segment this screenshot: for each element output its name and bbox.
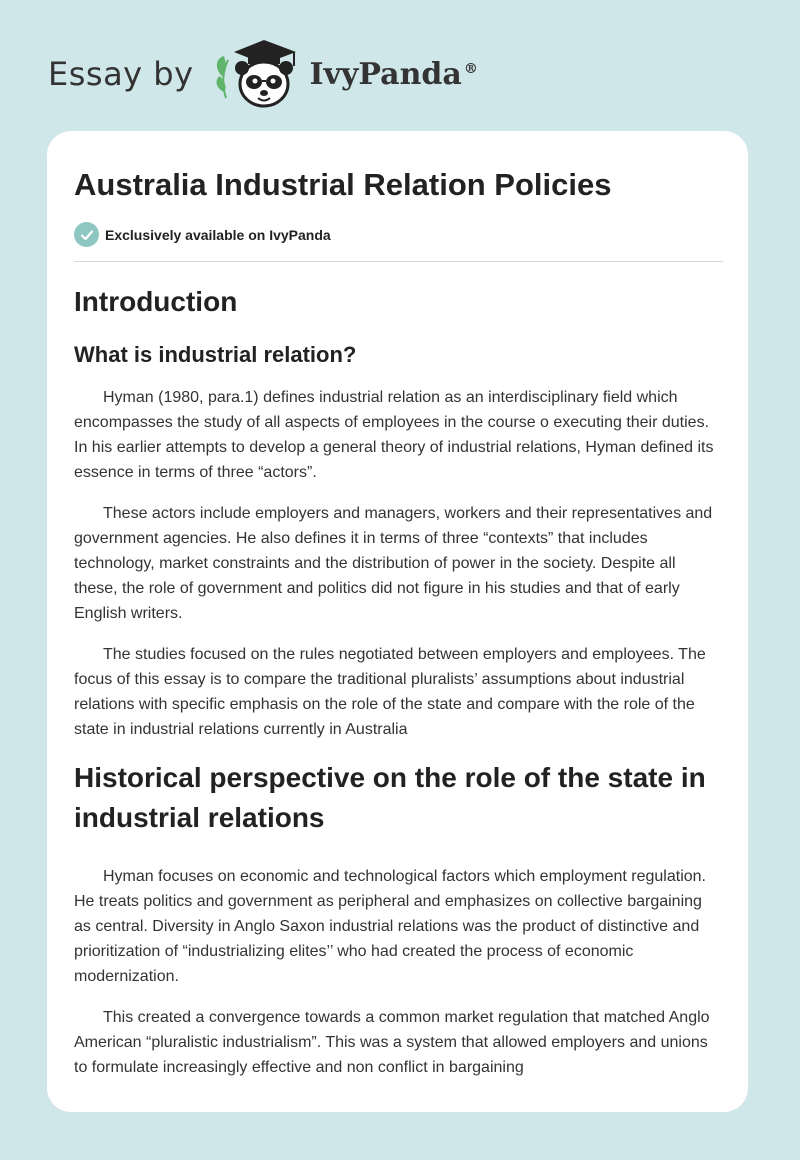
paragraph: These actors include employers and managers, workers and their representatives and government agencies. He also defines it in terms of three “contexts” that includes technology, market constraints and the distribution of power in the society. Despite all these, the role of government and politics did not figure in his studies and that of early English writers. bbox=[74, 505, 713, 622]
article-card bbox=[47, 131, 748, 1112]
essay-by-label: Essay by bbox=[48, 55, 194, 93]
paragraph: This created a convergence towards a common market regulation that matched Anglo American “pluralistic industrialism”. This was a system that allowed employers and unions to formulate increasingly effective and non conflict in bargaining bbox=[74, 1009, 710, 1076]
checkmark-icon bbox=[74, 222, 99, 247]
panda-graduation-cap-icon bbox=[212, 36, 304, 112]
article-body bbox=[74, 281, 723, 1080]
section-heading-historical-perspective: Historical perspective on the role of the state in industrial relations bbox=[74, 762, 706, 833]
paragraph: Hyman (1980, para.1) defines industrial relation as an interdisciplinary field which encompasses the study of all aspects of employees in the course o executing their duties. In his earlier attempts to develop a general theory of industrial relations, Hyman defined its essence in terms of three “actors”. bbox=[74, 389, 714, 481]
paragraph: Hyman focuses on economic and technological factors which employment regulation. He treats politics and government as peripheral and emphasizes on collective bargaining as central. Diversity in Anglo Saxon industrial relations was the product of distinctive and prioritization of “industrializing elites’’ who had created the process of economic modernization. bbox=[74, 868, 706, 985]
ivy-leaf-icon bbox=[216, 56, 227, 98]
subheading-what-is-industrial-relation: What is industrial relation? bbox=[74, 342, 357, 367]
section-heading-introduction: Introduction bbox=[74, 286, 238, 317]
exclusive-badge bbox=[74, 222, 331, 247]
registered-mark: ® bbox=[463, 60, 478, 77]
site-brand[interactable] bbox=[48, 36, 478, 112]
brand-name: IvyPanda ® bbox=[309, 56, 478, 92]
title-divider bbox=[74, 261, 723, 262]
exclusive-badge-label: Exclusively available on IvyPanda bbox=[105, 226, 331, 243]
paragraph: The studies focused on the rules negotiated between employers and employees. The focus of this essay is to compare the traditional pluralists’ assumptions about industrial relations with specific emphasis on the role of the state and compare with the role of the state in industrial relations currently in Australia bbox=[74, 646, 706, 738]
article-title: Australia Industrial Relation Policies bbox=[74, 167, 612, 202]
